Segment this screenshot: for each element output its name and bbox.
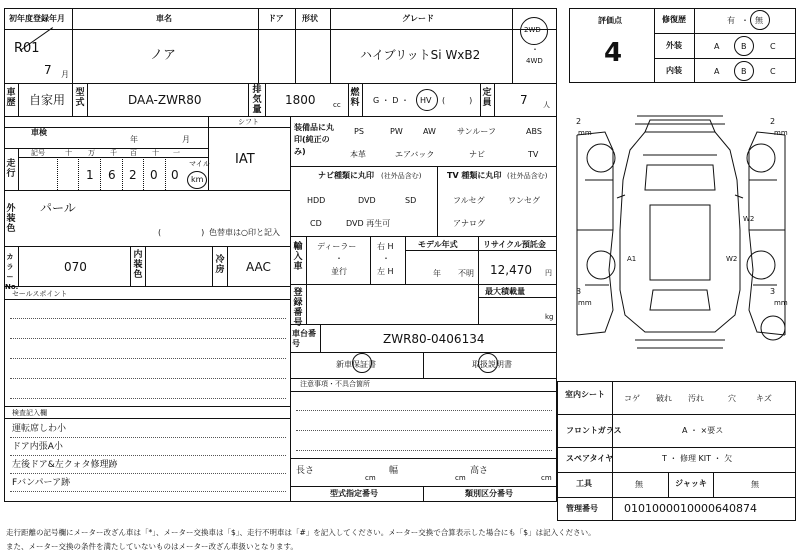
equipment-label: 装備品に丸印(純正のみ) xyxy=(294,123,334,156)
diagram-label-mm-right: mm xyxy=(774,129,788,137)
displacement-label: 排気量 xyxy=(252,85,262,115)
month-unit: 月 xyxy=(61,70,69,79)
exterior-note: 色替車は○印と記入 xyxy=(209,228,280,237)
max-load-label: 最大積載量 xyxy=(485,287,525,296)
fuel-hv: HV xyxy=(420,96,432,105)
tv-analog: アナログ xyxy=(453,219,485,228)
mileage-unit-5: 一 xyxy=(173,149,180,157)
exterior-grade-b: B xyxy=(741,42,747,51)
windshield-value: A ・ ×要ス xyxy=(682,426,724,435)
interior-grade-b: B xyxy=(741,67,747,76)
inspector-line-3: 左後ドア&左クォタ修理跡 xyxy=(12,460,118,470)
equipment-aw: AW xyxy=(423,127,436,136)
equipment-sunroof: サンルーフ xyxy=(457,127,496,136)
tools-value: 無 xyxy=(635,480,643,489)
inspector-line-1: 運転席しわ小 xyxy=(12,424,67,434)
caution-label: 注意事項・不具合箇所 xyxy=(300,380,370,388)
interior-grade-c: C xyxy=(770,67,776,76)
import-parallel: 並行 xyxy=(331,267,347,276)
import-dot: ・ xyxy=(335,254,343,263)
import-right: 右 H xyxy=(377,242,394,251)
dim-length-unit: cm xyxy=(365,474,376,482)
model-year-label: モデル年式 xyxy=(418,240,458,249)
import-left: 左 H xyxy=(377,267,394,276)
drive-dot: ・ xyxy=(531,45,539,54)
inspector-line-2: ドア内張A小 xyxy=(12,442,63,452)
spare-value: T ・ 修理 KIT ・ 欠 xyxy=(662,454,733,463)
mileage-digit-1: 1 xyxy=(86,168,94,182)
jack-value: 無 xyxy=(751,480,759,489)
car-name: ノア xyxy=(150,48,177,63)
recycle-label: リサイクル預託金 xyxy=(483,240,546,249)
tv-oneseg: ワンセグ xyxy=(508,196,540,205)
ac-value: AAC xyxy=(246,260,271,274)
model-year-unknown: 不明 xyxy=(458,269,474,278)
mileage-digit-5: 0 xyxy=(171,168,179,182)
mileage-unit-1: 万 xyxy=(88,149,95,157)
dim-length-label: 長さ xyxy=(296,466,315,476)
diagram-label-w2-bottom: W2 xyxy=(726,255,738,263)
inspector-label: 検査記入欄 xyxy=(12,409,47,417)
shape-label: 形状 xyxy=(302,14,318,23)
seat-label: 室内シート xyxy=(565,390,605,399)
diagram-label-2-right: 2 xyxy=(770,117,776,126)
diagram-label-mm-left: mm xyxy=(578,129,592,137)
equipment-navi: ナビ xyxy=(469,150,485,159)
grade-value: ハイブリットSi WxB2 xyxy=(360,48,481,62)
score-value: 4 xyxy=(604,38,623,68)
equipment-ps: PS xyxy=(354,127,364,136)
exterior-grade-a: A xyxy=(714,42,720,51)
interior-grade-a: A xyxy=(714,67,720,76)
tv-fullseg: フルセグ xyxy=(453,196,485,205)
tools-label: 工具 xyxy=(576,479,592,488)
capacity-label: 定員 xyxy=(482,88,492,108)
grade-label: グレード xyxy=(402,14,434,23)
mileage-digit-2: 6 xyxy=(108,168,116,182)
ac-label: 冷房 xyxy=(215,255,225,275)
first-reg-era: R01 xyxy=(14,41,40,56)
max-load-unit: kg xyxy=(545,313,554,321)
mileage-label: 走行 xyxy=(6,159,16,179)
dim-height-unit: cm xyxy=(541,474,552,482)
repair-no: 無 xyxy=(755,16,763,25)
shift-label: シフト xyxy=(238,118,259,126)
fuel-label: 燃料 xyxy=(350,88,360,108)
diagram-label-w2-top: W2 xyxy=(743,215,755,223)
equipment-airbag: エアバック xyxy=(395,150,435,159)
first-reg-month: 7 xyxy=(44,63,52,77)
recycle-unit: 円 xyxy=(545,269,552,277)
fuel-paren: ( ) xyxy=(442,96,473,105)
inspection-label: 車検 xyxy=(31,128,47,137)
category-designation-label: 類別区分番号 xyxy=(465,489,513,498)
inspector-line-4: Fバンパーア跡 xyxy=(12,478,71,488)
footer-line-2: また、メーター交換の条件を満たしていないものはメーター改ざん車扱いとなります。 xyxy=(6,542,298,551)
model-year-year: 年 xyxy=(433,269,441,278)
drive-2wd: 2WD xyxy=(524,26,541,34)
use-label: 車歴 xyxy=(6,88,16,108)
import-label: 輸入車 xyxy=(293,242,303,272)
fuel-options: G ・ D ・ xyxy=(373,96,409,105)
registration-label: 登録番号 xyxy=(293,288,303,328)
mileage-unit-4: 十 xyxy=(152,149,159,157)
navi-sd: SD xyxy=(405,196,417,205)
diagram-label-mm-right-2: mm xyxy=(774,299,788,307)
displacement-unit: cc xyxy=(333,101,341,109)
mileage-unit-3: 百 xyxy=(130,149,137,157)
capacity-unit: 人 xyxy=(543,101,550,109)
spare-label: スペアタイヤ xyxy=(566,454,614,463)
mileage-digit-4: 0 xyxy=(150,168,158,182)
capacity-value: 7 xyxy=(520,93,528,107)
docs-warranty: 新車保証書 xyxy=(336,360,376,369)
mileage-digit-3: 2 xyxy=(129,168,137,182)
car-name-label: 車名 xyxy=(156,14,172,23)
repair-dot: ・ xyxy=(741,16,749,25)
color-no-label: カラーNo. xyxy=(5,253,19,291)
footer-line-1: 走行距離の記号欄にメーター改ざん車は「*」、メーター交換車は「$」、走行不明車は「#」を記入してください。メーター交換で合算表示した場合にも「$」は記入ください。 xyxy=(6,528,596,537)
km-label: km xyxy=(191,175,204,184)
navi-dvd: DVD xyxy=(358,196,376,205)
shift-value: IAT xyxy=(235,152,255,167)
navi-hdd: HDD xyxy=(307,196,326,205)
navi-cd: CD xyxy=(310,219,322,228)
mileage-unit-2: 千 xyxy=(110,149,117,157)
car-damage-diagram xyxy=(565,110,797,368)
diagram-label-2-left: 2 xyxy=(576,117,582,126)
chassis-label: 車台番号 xyxy=(292,329,316,348)
seat-scratch: キズ xyxy=(756,394,772,403)
model-label: 型式 xyxy=(75,88,85,108)
exterior-color-label: 外装色 xyxy=(6,204,16,234)
exterior-color: パール xyxy=(40,201,76,215)
dim-width-label: 幅 xyxy=(389,466,399,476)
management-value: 0101000010000640874 xyxy=(624,502,757,515)
seat-dirt: 汚れ xyxy=(688,394,704,403)
seat-burn: コゲ xyxy=(624,394,640,403)
repair-label: 修復歴 xyxy=(662,15,686,24)
exterior-grade-label: 外装 xyxy=(666,41,682,50)
inspection-year: 年 xyxy=(130,135,138,144)
color-no-value: 070 xyxy=(64,260,87,274)
navi-sub: (社外品含む) xyxy=(381,172,422,180)
import-dot-2: ・ xyxy=(382,254,390,263)
sales-point-label: セールスポイント xyxy=(12,290,68,298)
tv-sub: (社外品含む) xyxy=(507,172,548,180)
windshield-label: フロントガラス xyxy=(566,426,622,435)
chassis-value: ZWR80-0406134 xyxy=(383,332,485,346)
dim-width-unit: cm xyxy=(455,474,466,482)
score-label: 評価点 xyxy=(598,16,622,25)
dim-height-label: 高さ xyxy=(470,466,489,476)
docs-manual: 取扱説明書 xyxy=(472,360,512,369)
equipment-pw: PW xyxy=(390,127,403,136)
model-value: DAA-ZWR80 xyxy=(128,93,202,107)
management-label: 管理番号 xyxy=(566,504,598,513)
interior-grade-label: 内装 xyxy=(666,66,682,75)
import-dealer: ディーラー xyxy=(317,242,357,251)
diagram-label-mm-left-2: mm xyxy=(578,299,592,307)
mileage-code-label: 記号 xyxy=(31,149,45,157)
drive-4wd: 4WD xyxy=(526,57,543,65)
equipment-abs: ABS xyxy=(526,127,542,136)
mile-label: マイル xyxy=(189,160,210,168)
equipment-leather: 本革 xyxy=(350,150,366,159)
inspection-month: 月 xyxy=(182,135,190,144)
jack-label: ジャッキ xyxy=(675,479,707,488)
diagram-label-a1: A1 xyxy=(627,255,637,263)
recycle-value: 12,470 xyxy=(490,263,532,277)
seat-tear: 破れ xyxy=(656,394,672,403)
docs-manual-circle xyxy=(478,353,498,373)
door-label: ドア xyxy=(268,14,284,23)
docs-warranty-circle xyxy=(352,353,372,373)
mileage-unit-0: 十 xyxy=(65,149,72,157)
exterior-grade-c: C xyxy=(770,42,776,51)
seat-hole: 穴 xyxy=(728,394,736,403)
equipment-tv: TV xyxy=(528,150,539,159)
exterior-paren: ( ) xyxy=(158,228,205,237)
model-designation-label: 型式指定番号 xyxy=(330,489,378,498)
repair-yes: 有 xyxy=(727,16,735,25)
tv-title: TV 種類に丸印 xyxy=(447,171,502,180)
diagram-label-3-left: 3 xyxy=(576,287,582,296)
interior-color-label: 内装色 xyxy=(133,250,143,280)
use-value: 自家用 xyxy=(29,93,66,107)
displacement-value: 1800 xyxy=(285,93,316,107)
navi-title: ナビ種類に丸印 xyxy=(318,171,374,180)
navi-dvd-play: DVD 再生可 xyxy=(346,219,391,228)
diagram-label-3-right: 3 xyxy=(770,287,776,296)
first-reg-label: 初年度登録年月 xyxy=(9,14,65,23)
